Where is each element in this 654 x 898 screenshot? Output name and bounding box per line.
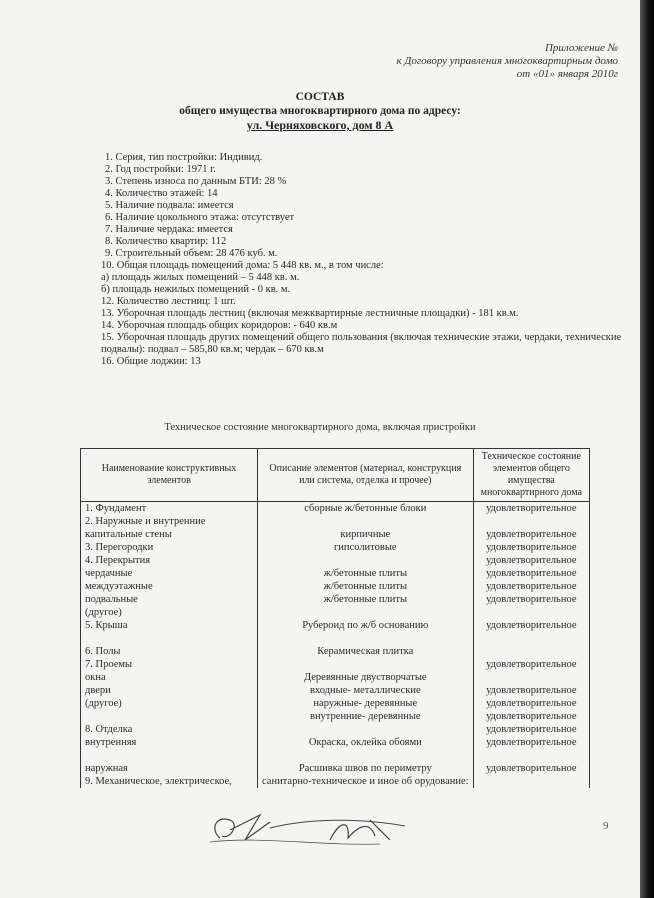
table-cell: капитальные стены	[81, 528, 258, 541]
table-cell: удовлетворительное	[473, 554, 589, 567]
table-cell: ж/бетонные плиты	[258, 580, 474, 593]
table-row	[81, 762, 590, 775]
table-cell: Окраска, оклейка обоями	[258, 736, 474, 749]
table-cell: удовлетворительное	[473, 580, 589, 593]
page-number: 9	[603, 820, 609, 832]
table-cell: 7. Проемы	[81, 658, 258, 671]
title-address: ул. Черняховского, дом 8 А	[246, 118, 394, 132]
table-cell	[258, 658, 474, 671]
table-cell: удовлетворительное	[473, 567, 589, 580]
table-cell: удовлетворительное	[473, 593, 589, 606]
signature-icon	[200, 800, 430, 850]
list-item: 6. Наличие цокольного этажа: отсутствует	[105, 212, 295, 223]
table-cell: удовлетворительное	[473, 528, 589, 541]
table-cell: удовлетворительное	[473, 658, 589, 671]
table-title: Техническое состояние многоквартирного дома, включая пристройки	[164, 422, 476, 433]
table-row	[81, 736, 590, 749]
property-list	[101, 152, 625, 368]
table-row	[81, 554, 590, 567]
title-sub: общего имущества многоквартирного дома по адресу:	[179, 105, 461, 117]
list-item: 13. Уборочная площадь лестниц (включая межквартирные лестничные площадки) - 181 кв.м.	[101, 308, 519, 319]
list-item: 3. Степень износа по данным БТИ: 28 %	[105, 176, 287, 187]
table-row	[81, 619, 590, 632]
table-cell	[473, 645, 589, 658]
table-cell	[473, 515, 589, 528]
table-row	[81, 645, 590, 658]
table-cell: внутренние- деревянные	[258, 710, 474, 723]
table-cell	[258, 606, 474, 619]
table-cell: удовлетворительное	[473, 541, 589, 554]
table-cell: гипсолитовые	[258, 541, 474, 554]
document-title	[0, 90, 640, 132]
table-cell: удовлетворительное	[473, 736, 589, 749]
table-cell: 6. Полы	[81, 645, 258, 658]
table-cell: чердачные	[81, 567, 258, 580]
table-cell	[81, 632, 258, 645]
table-row	[81, 606, 590, 619]
table-row	[81, 710, 590, 723]
table-cell	[81, 710, 258, 723]
table-cell: санитарно-техническое и иное об орудование:	[258, 775, 474, 788]
table-header: Описание элементов (материал, конструкция или система, отделка и прочее)	[258, 449, 474, 502]
table-cell	[258, 554, 474, 567]
table-cell: внутренняя	[81, 736, 258, 749]
table-cell	[473, 749, 589, 762]
table-row	[81, 749, 590, 762]
table-cell: 2. Наружные и внутренние	[81, 515, 258, 528]
table-cell: удовлетворительное	[473, 723, 589, 736]
list-item: б) площадь нежилых помещений - 0 кв. м.	[101, 284, 291, 295]
list-item: а) площадь жилых помещений – 5 448 кв. м.	[101, 272, 300, 283]
table-cell: 4. Перекрытия	[81, 554, 258, 567]
list-item: 12. Количество лестниц: 1 шт.	[101, 296, 236, 307]
table-row	[81, 502, 590, 516]
table-cell	[473, 606, 589, 619]
table-header: Наименование конструктивных элементов	[81, 449, 258, 502]
technical-state-table	[80, 448, 590, 788]
table-row	[81, 775, 590, 788]
table-row	[81, 567, 590, 580]
table-cell	[258, 632, 474, 645]
table-cell: 3. Перегородки	[81, 541, 258, 554]
table-cell: наружная	[81, 762, 258, 775]
table-cell	[258, 749, 474, 762]
table-cell: 9. Механическое, электрическое,	[81, 775, 258, 788]
table-cell	[473, 632, 589, 645]
appendix-line-3: от «01» января 2010г	[516, 68, 618, 80]
scan-edge	[640, 0, 654, 898]
table-cell: окна	[81, 671, 258, 684]
table-cell	[258, 723, 474, 736]
table-row	[81, 528, 590, 541]
table-cell: Керамическая плитка	[258, 645, 474, 658]
table-row	[81, 658, 590, 671]
table-row	[81, 671, 590, 684]
table-cell: удовлетворительное	[473, 684, 589, 697]
table-cell: удовлетворительное	[473, 762, 589, 775]
table-cell: удовлетворительное	[473, 697, 589, 710]
table-cell: междуэтажные	[81, 580, 258, 593]
table-cell: удовлетворительное	[473, 502, 589, 516]
table-cell: ж/бетонные плиты	[258, 593, 474, 606]
list-item: 8. Количество квартир: 112	[105, 236, 227, 247]
table-row	[81, 515, 590, 528]
table-cell: кирпичные	[258, 528, 474, 541]
table-cell: 5. Крыша	[81, 619, 258, 632]
list-item: 16. Общие лоджии: 13	[101, 356, 201, 367]
table-cell	[473, 671, 589, 684]
table-cell: двери	[81, 684, 258, 697]
list-item: 9. Строительный объем: 28 476 куб. м.	[105, 248, 278, 259]
list-item: 7. Наличие чердака: имеется	[105, 224, 233, 235]
table-cell: удовлетворительное	[473, 710, 589, 723]
table-row	[81, 541, 590, 554]
list-item: 14. Уборочная площадь общих коридоров: - 640 кв.м	[101, 320, 338, 331]
title-main: СОСТАВ	[295, 91, 345, 103]
list-item: 5. Наличие подвала: имеется	[105, 200, 234, 211]
table-cell: наружные- деревянные	[258, 697, 474, 710]
appendix-note	[397, 42, 619, 81]
table-row	[81, 580, 590, 593]
table-cell: удовлетворительное	[473, 619, 589, 632]
table-row	[81, 593, 590, 606]
appendix-line-2: к Договору управления многоквартирным домо	[396, 55, 618, 67]
table-cell: 1. Фундамент	[81, 502, 258, 516]
table-cell: (другое)	[81, 697, 258, 710]
table-row	[81, 684, 590, 697]
table-row	[81, 697, 590, 710]
table-cell	[81, 749, 258, 762]
list-item: 10. Общая площадь помещений дома: 5 448 кв. м., в том числе:	[101, 260, 384, 271]
table-row	[81, 632, 590, 645]
table-row	[81, 723, 590, 736]
list-item: 15. Уборочная площадь других помещений общего пользования (включая технические этажи, чердаки, технические подвалы): подвал – 585,80 кв.м; чердак – 670 кв.м	[101, 332, 622, 355]
list-item: 2. Год постройки: 1971 г.	[105, 164, 216, 175]
appendix-line-1: Приложение №	[544, 42, 618, 54]
table-cell: сборные ж/бетонные блоки	[258, 502, 474, 516]
table-body	[81, 502, 590, 789]
table-cell: Рубероид по ж/б основанию	[258, 619, 474, 632]
table-cell	[258, 515, 474, 528]
list-item: 4. Количество этажей: 14	[105, 188, 218, 199]
table-cell: Расшивка швов по периметру	[258, 762, 474, 775]
table-header: Техническое состояние элементов общего имущества многоквартирного дома	[473, 449, 589, 502]
table-cell: входные- металлические	[258, 684, 474, 697]
table-cell	[473, 775, 589, 788]
table-cell: ж/бетонные плиты	[258, 567, 474, 580]
table-cell: (другое)	[81, 606, 258, 619]
table-cell: подвальные	[81, 593, 258, 606]
list-item: 1. Серия, тип постройки: Индивид.	[105, 152, 263, 163]
table-cell: 8. Отделка	[81, 723, 258, 736]
table-cell: Деревянные двустворчатые	[258, 671, 474, 684]
